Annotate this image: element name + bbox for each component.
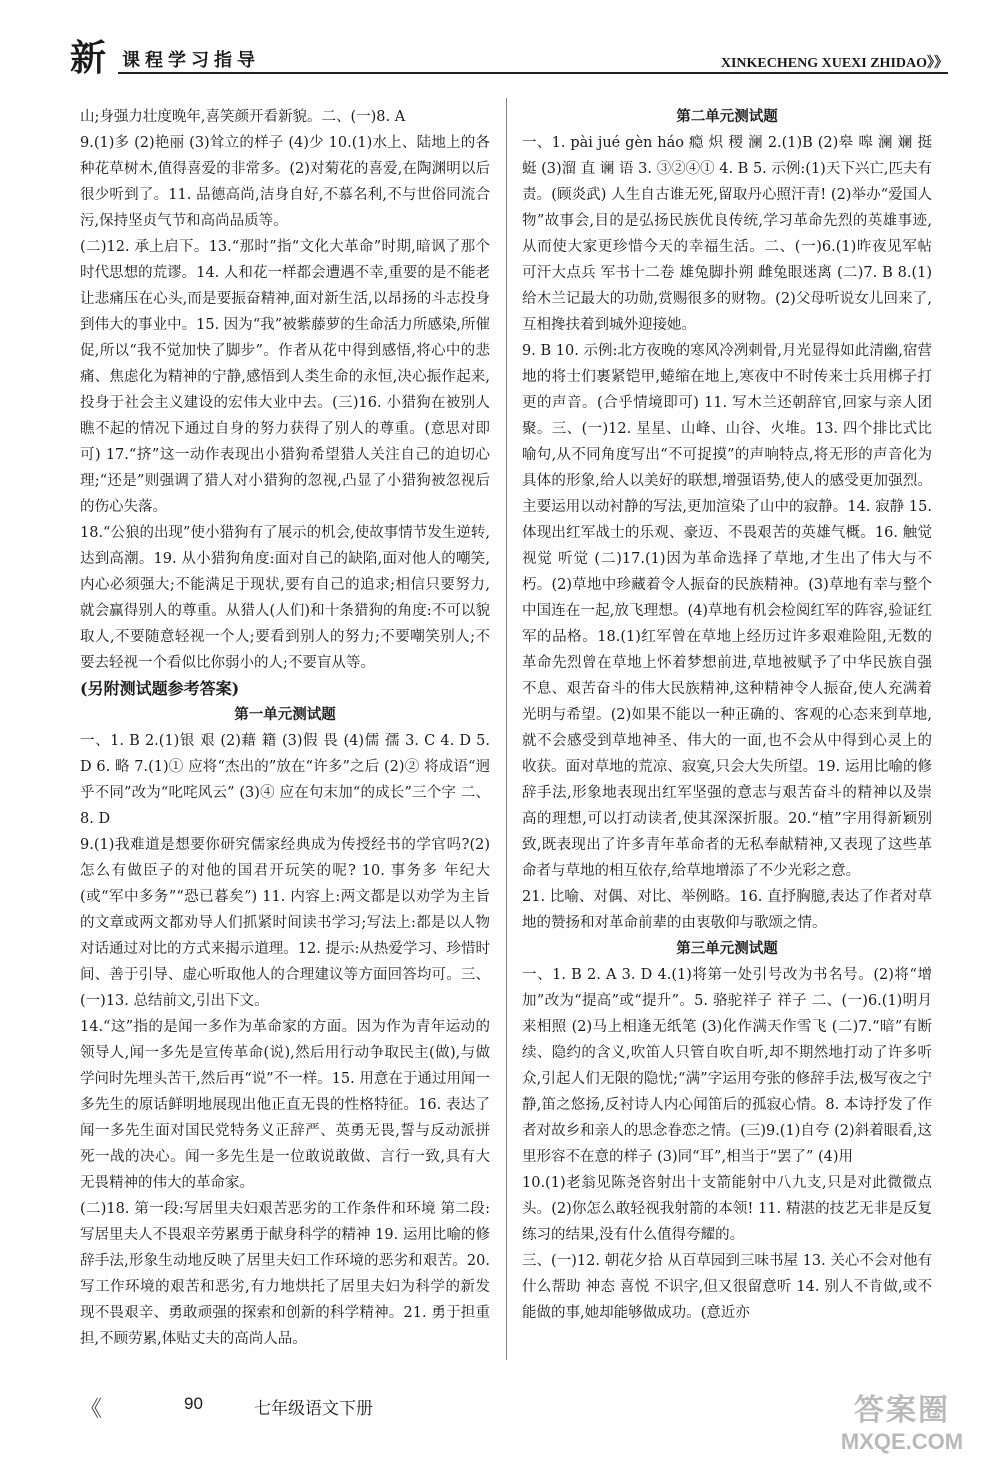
watermark-url: MXQE.COM	[840, 1429, 964, 1454]
left-paragraph: 山;身强力壮度晚年,喜笑颜开看新貌。二、(一)8. A	[80, 109, 406, 125]
column-divider	[506, 98, 507, 1360]
left-paragraph: 18.“公狼的出现”使小猎狗有了展示的机会,使故事情节发生逆转,达到高潮。19. 从小猎狗角度:面对自己的缺陷,面对他人的嘲笑,内心必须强大;不能满足于现状,要有自己的追求;相信只要努力,就会赢得别人的尊重。从猎人(人们)和十条猎狗的角度:不可以貌取人,不要随意轻视一个人;要看到别人的努力;不要嘲笑别人;不要去轻视一个看似比你弱小的人;不要盲从等。	[80, 525, 490, 671]
footer-arrow-icon: 《	[80, 1397, 103, 1422]
header-pinyin: XINKECHENG XUEXI ZHIDAO》》	[720, 56, 948, 71]
left-paragraph: 9.(1)多 (2)艳丽 (3)耸立的样子 (4)少 10.(1)水上、陆地上的各种花草树木,值得喜爱的非常多。(2)对菊花的喜爱,在陶渊明以后很少听到了。11. 品德高尚,洁身自好,不慕名利,不与世俗同流合污,保持坚贞气节和高尚品质等。	[80, 135, 490, 229]
unit1-paragraph: (二)18. 第一段:写居里夫妇艰苦恶劣的工作条件和环境 第二段:写居里夫人不畏艰辛劳累勇于献身科学的精神 19. 运用比喻的修辞手法,形象生动地反映了居里夫妇工作环境的恶劣和艰苦。20. 写工作环境的艰苦和恶劣,有力地烘托了居里夫妇为科学的新发现不畏艰辛、勇敢顽强的探索和创新的科学精神。21. 勇于担重担,不顾劳累,体贴丈夫的高尚人品。	[80, 1201, 490, 1347]
unit2-paragraph: 21. 比喻、对偶、对比、举例略。16. 直抒胸臆,表达了作者对草地的赞扬和对革命前辈的由衷敬仰与歌颂之情。	[522, 889, 932, 931]
unit1-paragraph: 14.“这”指的是闻一多作为革命家的方面。因为作为青年运动的领导人,闻一多先是宣传革命(说),然后用行动争取民主(做),与做学问时先埋头苦干,然后再“说”不一样。15. 用意在于通过用闻一多先生的原话鲜明地展现出他正直无畏的性格特征。16. 表达了闻一多先生面对国民党特务义正辞严、英勇无畏,誓与反动派拼死一战的决心。闻一多先生是一位敢说敢做、言行一致,具有大无畏精神的伟大的革命家。	[80, 1019, 490, 1191]
header-logo: 新	[70, 37, 107, 79]
page-footer	[80, 1392, 940, 1428]
unit2-paragraph: 一、1. pài jué gèn háo 瘾 炽 稷 澜 2.(1)B (2)皋 嗥 澜 斓 挺 蜓 (3)溜 直 谰 语 3. ③②④① 4. B 5. 示例:(1)天下兴亡,匹夫有责。(顾炎武) 人生自古谁无死,留取丹心照汗青! (2)举办“爱国人物”故事会,目的是弘扬民族优良传统,学习革命先烈的英雄事迹,从而使大家更珍惜今天的幸福生活。二、(一)6.(1)昨夜见军帖 可汗大点兵 军书十二卷 雄兔脚扑朔 雌兔眼迷离 (二)7. B 8.(1)给木兰记最大的功勋,赏赐很多的财物。(2)父母听说女儿回来了,互相搀扶着到城外迎接她。	[522, 135, 932, 333]
appendix-title: (另附测试题参考答案)	[80, 679, 240, 698]
unit3-paragraph: 三、(一)12. 朝花夕拾 从百草园到三味书屋 13. 关心不会对他有什么帮助 神态 喜悦 不识字,但又很留意听 14. 别人不肯做,或不能做的事,她却能够做成功。(意近亦	[522, 1253, 932, 1321]
unit2-paragraph: 9. B 10. 示例:北方夜晚的寒风冷冽刺骨,月光显得如此清幽,宿营地的将士们裹紧铠甲,蜷缩在地上,寒夜中不时传来士兵用梆子打更的声音。(合乎情境即可) 11. 写木兰还朝辞官,回家与亲人团聚。三、(一)12. 星星、山峰、山谷、火堆。13. 四个排比式比喻句,从不同角度写出“不可捉摸”的声响特点,将无形的声音化为具体的形象,给人以美好的联想,增强语势,使人的感受更加强烈。主要运用以动衬静的写法,更加渲染了山中的寂静。14. 寂静 15. 体现出红军战士的乐观、豪迈、不畏艰苦的英雄气概。16. 触觉 视觉 听觉 (二)17.(1)因为革命选择了草地,才生出了伟大与不朽。(2)草地中珍藏着令人振奋的民族精神。(3)草地有幸与整个中国连在一起,放飞理想。(4)草地有机会检阅红军的阵容,验证红军的品格。18.(1)红军曾在草地上经历过许多艰难险阻,无数的革命先烈曾在草地上怀着梦想前进,草地被赋予了中华民族自强不息、艰苦奋斗的伟大民族精神,这种精神令人振奋,使人充满着光明与希望。(2)如果不能以一种正确的、客观的心态来到草地,就不会感受到草地神圣、伟大的一面,也不会从中得到心灵上的收获。面对草地的荒凉、寂寞,只会大失所望。19. 运用比喻的修辞手法,形象地表现出红军坚强的意志与艰苦奋斗的精神以及崇高的理想,可以打动读者,使其深深折服。20.“植”字用得新颖别致,既表现出了许多青年革命者的无私奉献精神,又表现了这些革命者与草地的相互依存,给草地增添了不少光彩之意。	[522, 343, 932, 879]
left-column	[80, 104, 490, 1352]
header-rule	[118, 72, 948, 74]
unit3-paragraph: 10.(1)老翁见陈尧咨射出十支箭能射中八九支,只是对此微微点头。(2)你怎么敢轻视我射箭的本领! 11. 精湛的技艺无非是反复练习的结果,没有什么值得夸耀的。	[522, 1175, 932, 1243]
book-title: 七年级语文下册	[254, 1399, 373, 1419]
unit2-title: 第二单元测试题	[676, 108, 778, 125]
unit1-paragraph: 9.(1)我难道是想要你研究儒家经典成为传授经书的学官吗?(2)怎么有做臣子的对他的国君开玩笑的呢? 10. 事务多 年纪大(或“军中多务”“恐已暮矣”) 11. 内容上:两文都是以劝学为主旨的文章或两文都劝导人们抓紧时间读书学习;写法上:都是以人物对话通过对比的方式来揭示道理。12. 提示:从热爱学习、珍惜时间、善于引导、虚心听取他人的合理建议等方面回答均可。三、(一)13. 总结前文,引出下文。	[80, 837, 490, 1009]
watermark-text: 答案圈	[854, 1393, 950, 1428]
page-number: 90	[184, 1394, 203, 1413]
right-column	[522, 104, 932, 1326]
unit1-title: 第一单元测试题	[234, 706, 336, 723]
unit1-paragraph: 一、1. B 2.(1)银 艰 (2)藉 籍 (3)假 畏 (4)儒 孺 3. C 4. D 5. D 6. 略 7.(1)① 应将“杰出的”放在“许多”之后 (2)② 将成语“迥乎不同”改为“叱咤风云” (3)④ 应在句末加“的成长”三个字 二、8. D	[80, 733, 490, 827]
unit3-title: 第三单元测试题	[676, 940, 778, 957]
page-header	[70, 38, 948, 78]
header-title: 课程学习指导	[122, 50, 260, 71]
unit3-paragraph: 一、1. B 2. A 3. D 4.(1)将第一处引号改为书名号。(2)将“增加”改为“提高”或“提升”。5. 骆驼祥子 祥子 二、(一)6.(1)明月来相照 (2)马上相逢无纸笔 (3)化作满天作雪飞 (二)7.“暗”有断续、隐约的含义,吹笛人只管自吹自听,却不期然地打动了许多听众,引起人们无限的隐忧;“满”字运用夸张的修辞手法,极写夜之宁静,笛之悠扬,反衬诗人内心闻笛后的孤寂心情。8. 本诗抒发了作者对故乡和亲人的思念眷恋之情。(三)9.(1)自夸 (2)斜着眼看,这里形容不在意的样子 (3)同“耳”,相当于“罢了” (4)用	[522, 967, 932, 1165]
watermark-logo	[832, 1385, 972, 1455]
left-paragraph: (二)12. 承上启下。13.“那时”指“文化大革命”时期,暗讽了那个时代思想的荒谬。14. 人和花一样都会遭遇不幸,重要的是不能老让悲痛压在心头,而是要振奋精神,面对新生活,以昂扬的斗志投身到伟大的事业中。15. 因为“我”被紫藤萝的生命活力所感染,所催促,所以“我不觉加快了脚步”。作者从花中得到感悟,将心中的悲痛、焦虑化为精神的宁静,感悟到人类生命的永恒,决心振作起来,投身于社会主义建设的宏伟大业中去。(三)16. 小猎狗在被别人瞧不起的情况下通过自身的努力获得了别人的尊重。(意思对即可) 17.“挤”这一动作表现出小猎狗希望猎人关注自己的迫切心理;“还是”则强调了猎人对小猎狗的忽视,凸显了小猎狗被忽视后的伤心失落。	[80, 239, 490, 515]
